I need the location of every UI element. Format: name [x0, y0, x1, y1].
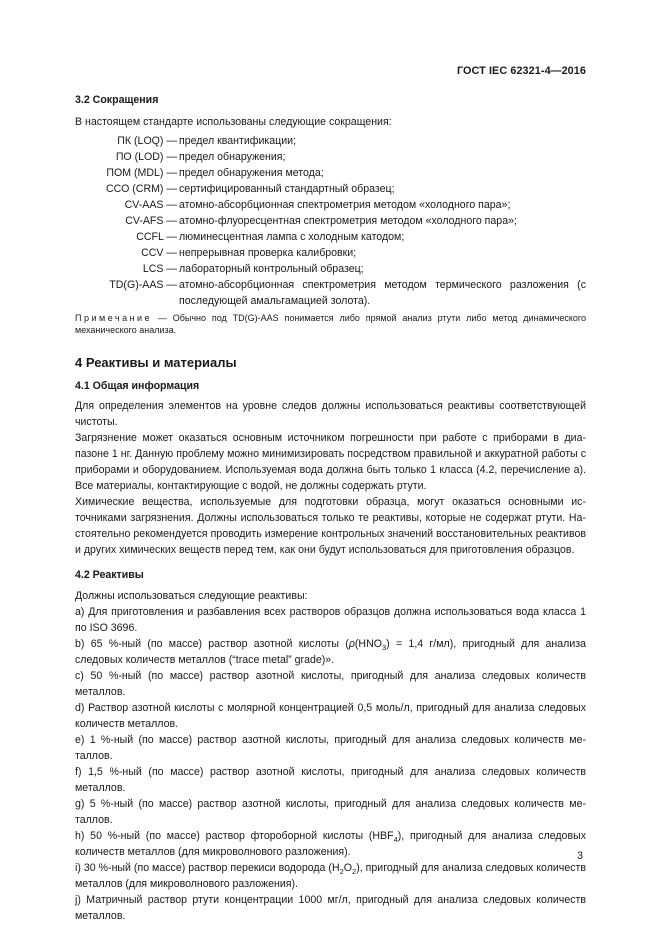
paragraph: Загрязнение может оказаться основным источником погрешности при работе с приборами в диапазоне 1 нг. Данную проблему можно минимизировать посредством правильной и аккуратной работы с приборами и оборудованием. Используемая вода должна быть только 1 класса (4.2, перечисление а). Все материалы, контактирующие с водой, не должны содержать ртути. [75, 432, 586, 492]
abbreviation-term: CV-AAS — [124, 199, 177, 211]
abbreviation-row [49, 213, 586, 229]
page-content [75, 92, 586, 924]
abbreviation-definition: предел обнаружения метода; [179, 167, 324, 179]
abbreviations-table [49, 133, 586, 309]
abbreviation-row [49, 133, 586, 149]
reagent-b-formula: (HNO [354, 638, 382, 650]
section-4-2-intro: Должны использоваться следующие реактивы: [75, 590, 308, 602]
reagent-h-text-2: ), пригодный для анализа следовых количеств металлов (для микроволнового разложения). [75, 830, 586, 858]
paragraph: Химические вещества, используемые для подготовки образца, могут оказаться основными источниками загрязнения. Должны использоваться только те реактивы, которые не содержат ртути. Настоятельно рекомендуется проводить измерение контрольных значений восстановительных реактивов и других химических веществ перед тем, как они будут использоваться для приготовления образцов. [75, 496, 586, 556]
reagent-item-f: f) 1,5 %-ный (по массе) раствор азотной кислоты, пригодный для анализа следовых количеств металлов. [75, 766, 586, 794]
subscript: 2 [352, 867, 357, 877]
reagent-i-formula: O [343, 862, 353, 874]
reagent-item-h [75, 828, 586, 860]
subscript: 3 [381, 643, 387, 653]
page-number: 3 [577, 850, 583, 862]
abbreviation-term: ССО (CRM) — [106, 183, 177, 195]
abbreviation-term: ПК (LOQ) — [117, 135, 177, 147]
note-label: Примечание [75, 313, 153, 323]
section-3-2-title: 3.2 Сокращения [75, 94, 159, 106]
subscript: 2 [339, 867, 344, 877]
abbreviation-row [49, 277, 586, 309]
section-4-2-title: 4.2 Реактивы [75, 569, 144, 581]
abbreviation-term: ПО (LOD) — [115, 151, 177, 163]
abbreviation-definition: атомно-абсорбционная спектрометрия методом «холодного пара»; [179, 199, 511, 211]
section-3-2-intro: В настоящем стандарте использованы следующие сокращения: [75, 116, 392, 128]
abbreviation-definition: атомно-абсорбционная спектрометрия методом термического разложения (с последующей амальгамацией золота). [179, 279, 586, 307]
section-4-title: 4 Реактивы и материалы [75, 355, 237, 370]
reagent-b-text-1: b) 65 %-ный (по массе) раствор азотной кислоты ( [75, 638, 349, 650]
reagent-i-text-2: ), пригодный для анализа следовых количеств металлов (для микроволнового разложения). [75, 862, 586, 890]
reagent-item-b [75, 636, 586, 668]
abbreviation-row [49, 165, 586, 181]
abbreviation-term: CCFL — [136, 231, 177, 243]
abbreviation-row [49, 245, 586, 261]
abbreviation-term: TD(G)-AAS — [109, 279, 177, 291]
abbreviation-definition: непрерывная проверка калибровки; [179, 247, 357, 259]
reagent-item-i [75, 860, 586, 892]
subscript: 4 [393, 835, 398, 845]
abbreviation-row [49, 197, 586, 213]
reagent-item-a: а) Для приготовления и разбавления всех растворов образцов должна использоваться вода класса 1 по ISO 3696. [75, 606, 586, 634]
abbreviation-definition: лабораторный контрольный образец; [179, 263, 364, 275]
abbreviation-row [49, 261, 586, 277]
reagent-item-g: g) 5 %-ный (по массе) раствор азотной кислоты, пригодный для анализа следовых количеств металлов. [75, 798, 586, 826]
reagent-item-d: d) Раствор азотной кислоты с молярной концентрацией 0,5 моль/л, пригодный для анализа следовых количеств металлов. [75, 702, 586, 730]
document-code-header: ГОСТ IEC 62321-4—2016 [456, 65, 586, 77]
reagent-i-text-1: i) 30 %-ный (по массе) раствор перекиси водорода (H [75, 862, 340, 874]
abbreviation-definition: люминесцентная лампа с холодным катодом; [179, 231, 405, 243]
abbreviation-definition: предел квантификации; [179, 135, 297, 147]
density-symbol: ρ [348, 638, 355, 650]
abbreviation-term: CV-AFS — [125, 215, 177, 227]
section-4-1-title: 4.1 Общая информация [75, 380, 200, 392]
note-text: — Обычно под TD(G)-AAS понимается либо прямой анализ ртути либо метод динамического механического анализа. [75, 313, 586, 335]
abbreviation-definition: предел обнаружения; [179, 151, 286, 163]
reagent-h-text-1: h) 50 %-ный (по массе) раствор фтороборной кислоты (HBF [75, 830, 394, 842]
abbreviation-row [49, 181, 586, 197]
section-3-2-note [75, 312, 586, 336]
abbreviation-definition: атомно-флуоресцентная спектрометрия методом «холодного пара»; [179, 215, 517, 227]
abbreviation-row [49, 229, 586, 245]
abbreviation-definition: сертифицированный стандартный образец; [179, 183, 395, 195]
paragraph: Для определения элементов на уровне следов должны использоваться реактивы соответствующей чистоты. [75, 400, 586, 428]
abbreviation-row [49, 149, 586, 165]
reagent-item-c: с) 50 %-ный (по массе) раствор азотной кислоты, пригодный для анализа следовых количеств металлов. [75, 670, 586, 698]
reagent-item-j: j) Матричный раствор ртути концентрации 1000 мг/л, пригодный для анализа следовых количеств металлов. [75, 894, 586, 922]
abbreviation-term: ПОМ (MDL) — [106, 167, 177, 179]
abbreviation-term: LCS — [142, 263, 177, 275]
reagent-b-text-2: ) = 1,4 г/мл), пригодный для анализа следовых количеств металлов (“trace metal” grade)». [75, 638, 586, 666]
abbreviation-term: CCV — [141, 247, 177, 259]
reagent-item-e: е) 1 %-ный (по массе) раствор азотной кислоты, пригодный для анализа следовых количеств металлов. [75, 734, 586, 762]
